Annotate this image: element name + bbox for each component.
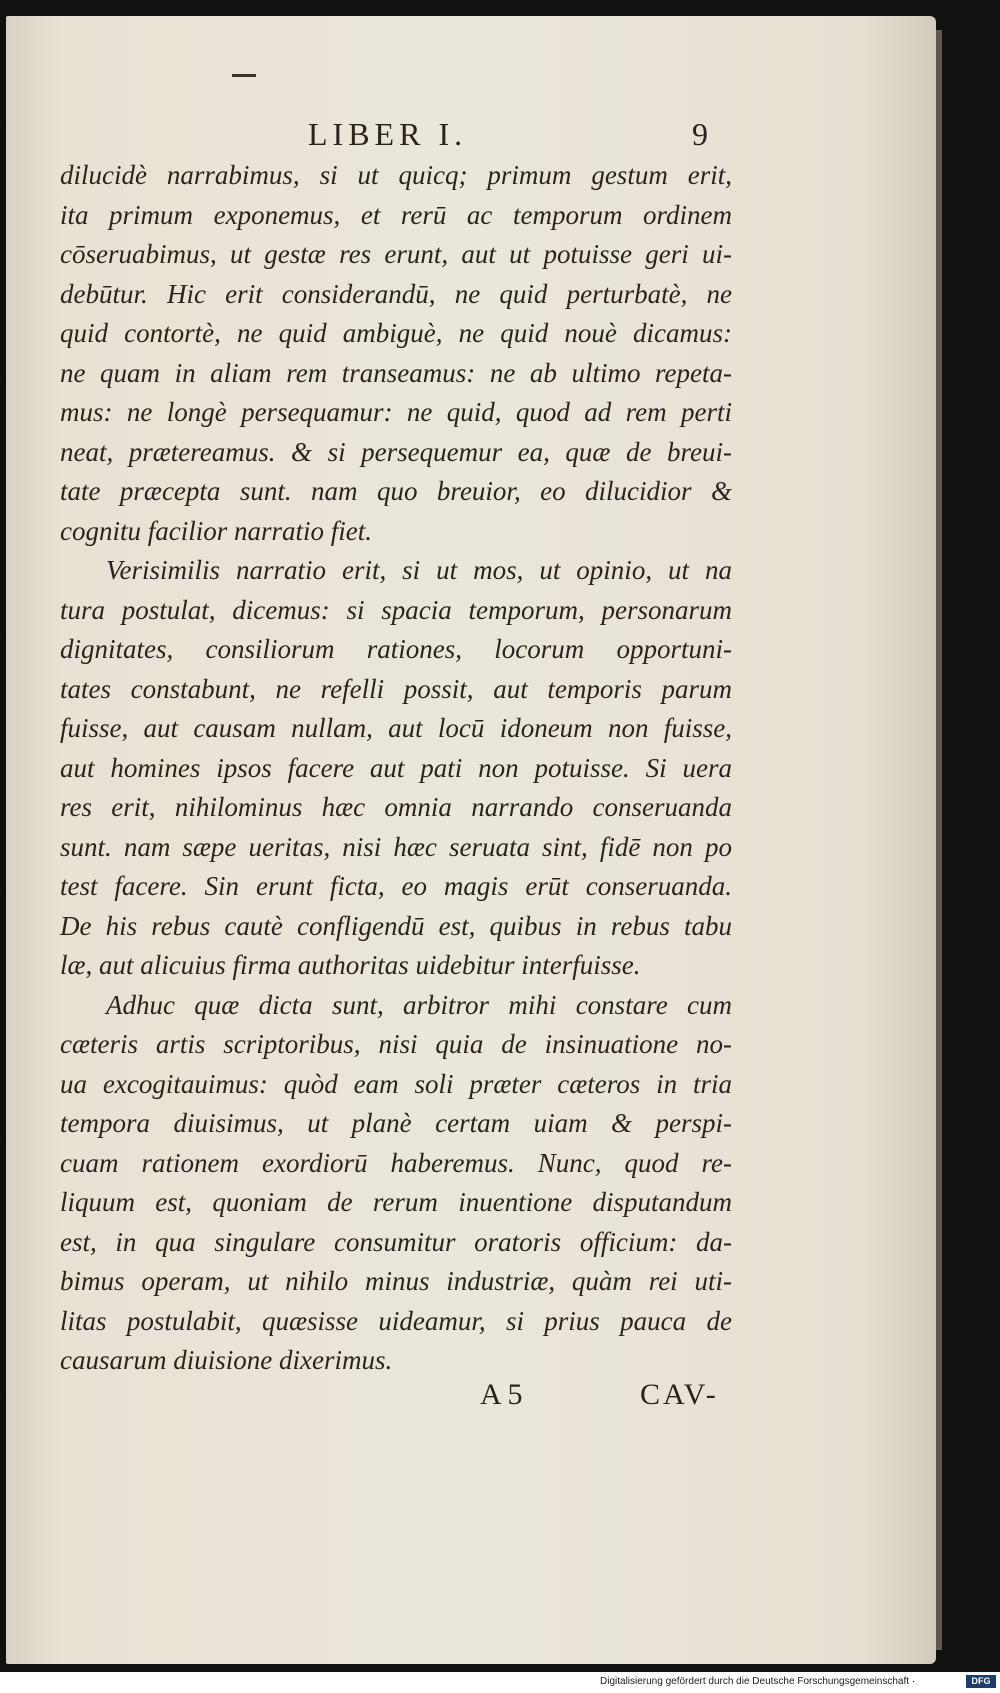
text-line: tate præcepta sunt. nam quo breuior, eo dilucidior &	[60, 476, 732, 506]
text-line: litas postulabit, quæsisse uideamur, si prius pauca de	[60, 1305, 732, 1336]
page-number: 9	[692, 116, 708, 152]
text-line: tempora diuisimus, ut planè certam uiam & perspi-	[60, 1108, 732, 1138]
text-line: est, in qua singulare consumitur oratoris officium: da-	[60, 1226, 732, 1257]
digitization-credit: Digitalisierung gefördert durch die Deutsche Forschungsgemeinschaft ·	[600, 1676, 916, 1687]
text-line: ita primum exponemus, et rerū ac temporum ordinem	[60, 199, 732, 230]
text-line: debūtur. Hic erit considerandū, ne quid perturbatè, ne	[60, 278, 732, 309]
text-line: liquum est, quoniam de rerum inuentione disputandum	[60, 1187, 732, 1217]
text-line: cæteris artis scriptoribus, nisi quia de insinuatione no-	[60, 1029, 732, 1059]
text-line: dignitates, consiliorum rationes, locorum opportuni-	[60, 634, 732, 664]
text-line: læ, aut alicuius firma authoritas uidebitur interfuisse.	[60, 950, 641, 980]
text-line: dilucidè narrabimus, si ut quicq; primum gestum erit,	[60, 160, 732, 190]
text-line: test facere. Sin erunt ficta, eo magis erūt conseruanda.	[60, 871, 732, 901]
text-line: bimus operam, ut nihilo minus industriæ, quàm rei uti-	[60, 1266, 732, 1296]
text-line: sunt. nam sæpe ueritas, nisi hæc seruata sint, fidē non po	[60, 831, 732, 862]
text-line: aut homines ipsos facere aut pati non potuisse. Si uera	[60, 752, 732, 783]
text-line: fuisse, aut causam nullam, aut locū idoneum non fuisse,	[60, 713, 732, 743]
text-line: neat, prætereamus. & si persequemur ea, quæ de breui-	[60, 436, 732, 467]
text-line: cuam rationem exordiorū haberemus. Nunc, quod re-	[60, 1147, 732, 1178]
page-mark-dash	[232, 74, 256, 77]
text-line: quid contortè, ne quid ambiguè, ne quid nouè dicamus:	[60, 318, 732, 348]
running-head: LIBER I.	[308, 116, 468, 152]
text-line: ne quam in aliam rem transeamus: ne ab ultimo repeta-	[60, 357, 732, 388]
text-line: cōseruabimus, ut gestæ res erunt, aut ut potuisse geri ui-	[60, 239, 732, 269]
text-line: res erit, nihilominus hæc omnia narrando conseruanda	[60, 792, 732, 822]
catchword: CAV-	[640, 1378, 719, 1411]
text-line: tates constabunt, ne refelli possit, aut temporis parum	[60, 673, 732, 704]
text-line: cognitu facilior narratio fiet.	[60, 515, 372, 546]
text-line: tura postulat, dicemus: si spacia temporum, personarum	[60, 594, 732, 625]
text-line: mus: ne longè persequamur: ne quid, quod ad rem perti	[60, 397, 732, 427]
text-line: causarum diuisione dixerimus.	[60, 1345, 393, 1375]
text-line: Verisimilis narratio erit, si ut mos, ut opinio, ut na	[106, 555, 732, 585]
signature-mark: A 5	[480, 1378, 523, 1411]
text-line: De his rebus cautè confligendū est, quibus in rebus tabu	[60, 910, 732, 941]
body-text	[60, 156, 732, 1381]
dfg-logo: DFG	[966, 1675, 996, 1688]
text-line: Adhuc quæ dicta sunt, arbitror mihi constare cum	[106, 989, 732, 1020]
text-line: ua excogitauimus: quòd eam soli præter cæteros in tria	[60, 1068, 732, 1099]
page-edge	[936, 30, 942, 1650]
